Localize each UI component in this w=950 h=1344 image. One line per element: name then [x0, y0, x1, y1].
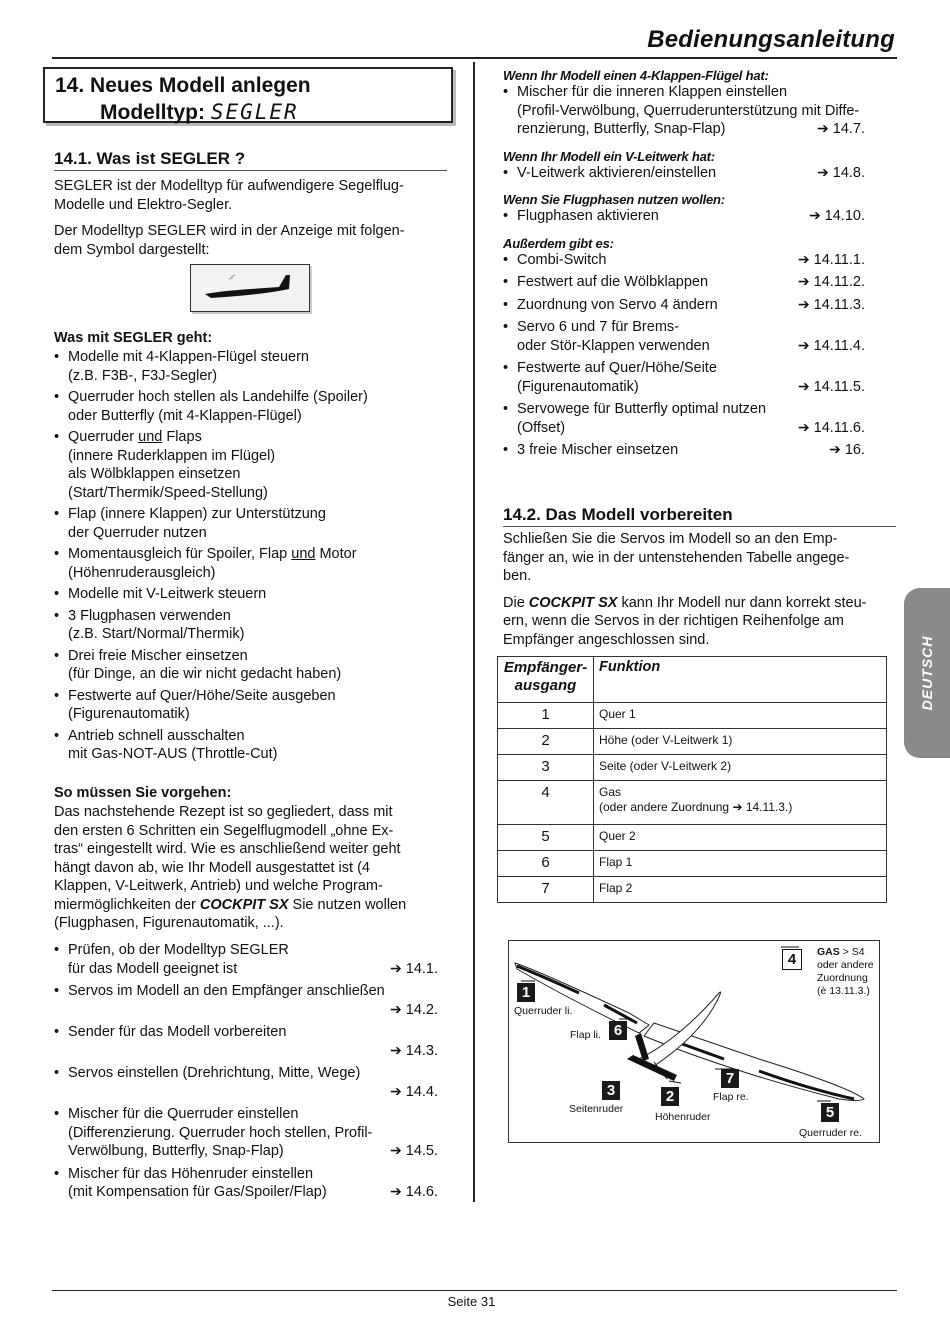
list-item-line: • Prüfen, ob der Modelltyp SEGLER — [68, 942, 289, 958]
function-cell — [594, 703, 887, 729]
gas-note — [817, 946, 874, 998]
text-line: Klappen, V-Leitwerk, Antrieb) und welche Program- — [54, 878, 383, 894]
list-item-line: • Servos im Modell an den Empfänger anschließen — [68, 983, 385, 999]
column-divider — [473, 62, 475, 1202]
underlined-word: und — [138, 429, 163, 445]
how-paragraph — [54, 803, 447, 933]
how-heading: So müssen Sie vorgehen: — [54, 785, 232, 801]
arrow-icon: ➔ — [808, 207, 821, 223]
reference-number: 14.11.2. — [813, 274, 865, 290]
servo-3-marker: 3 — [602, 1081, 620, 1100]
section-reference — [390, 1041, 438, 1061]
list-item-line: • Mischer für das Höhenruder einstellen — [68, 1165, 314, 1182]
list-item-line: • Momentausgleich für Spoiler, Flap und Motor — [68, 546, 357, 562]
function-text: Höhe (oder V-Leitwerk 1) — [599, 733, 733, 747]
gas-note-line: (è 13.11.3.) — [817, 985, 870, 997]
arrow-icon: ➔ — [817, 120, 829, 136]
list-item-line: • 3 Flugphasen verwenden — [68, 607, 231, 624]
text-line: hängt davon ab, wie Ihr Modell ausgestattet ist (4 — [54, 859, 370, 876]
list-item-line: • Modelle mit 4-Klappen-Flügel steuern — [68, 349, 309, 365]
arrow-icon: ➔ — [817, 163, 829, 180]
reference-number: 14.2. — [405, 1001, 438, 1018]
reference-number: 14.11.3.) — [742, 800, 793, 814]
section-reference — [390, 1141, 438, 1161]
text-span: miermöglichkeiten der — [54, 896, 200, 913]
section-reference — [390, 959, 438, 979]
list-item — [54, 941, 438, 978]
intro-line: dem Symbol dargestellt: — [54, 241, 210, 258]
function-cell — [594, 825, 887, 851]
list-item — [54, 388, 454, 425]
servo-7-label: Flap re. — [713, 1091, 749, 1103]
group-heading: Wenn Ihr Modell einen 4-Klappen-Flügel hat: — [503, 68, 769, 83]
list-item — [503, 318, 865, 355]
gas-note-line — [817, 946, 874, 959]
list-item — [503, 273, 865, 292]
section-reference — [798, 250, 865, 270]
list-item-line: • Querruder und Flaps — [68, 429, 202, 445]
list-item-line: der Querruder nutzen — [68, 524, 207, 541]
language-tab[interactable] — [904, 588, 950, 758]
table-row — [498, 877, 887, 903]
list-item — [503, 207, 865, 226]
function-text: Flap 2 — [599, 881, 633, 895]
reference-number: 14.3. — [405, 1042, 438, 1059]
list-item-line: (für Dinge, an die wir nicht gedacht haben) — [68, 666, 342, 682]
list-item-line: (Profil-Verwölbung, Querruderunterstützung mit Diffe- — [517, 102, 860, 119]
list-item — [54, 727, 454, 764]
output-number: 3 — [498, 755, 594, 781]
function-cell — [594, 851, 887, 877]
list-item — [503, 296, 865, 315]
gas-label: GAS — [817, 946, 840, 958]
servo-6-label: Flap li. — [570, 1029, 601, 1041]
reference-number: 14.1. — [405, 960, 438, 977]
section-reference — [798, 418, 865, 438]
table-row — [498, 825, 887, 851]
group-list — [503, 251, 865, 460]
glider-servo-diagram — [508, 940, 880, 1143]
section-14-1-intro — [54, 177, 454, 259]
text-line: fänger an, wie in der untenstehenden Tabelle angege- — [503, 549, 850, 566]
list-item-line: • Drei freie Mischer einsetzen — [68, 647, 248, 664]
table-row — [498, 781, 887, 825]
output-number: 1 — [498, 703, 594, 729]
group-heading: Außerdem gibt es: — [503, 235, 614, 251]
list-item-line: (mit Kompensation für Gas/Spoiler/Flap) — [68, 1184, 327, 1200]
intro-line: Der Modelltyp SEGLER wird in der Anzeige mit folgen- — [54, 223, 405, 239]
list-item — [503, 164, 865, 183]
list-item-line: • Flugphasen aktivieren — [517, 208, 659, 224]
model-type-lcd: SEGLER — [210, 100, 299, 124]
gas-note-line: Zuordnung — [817, 972, 868, 984]
list-item-line: (z.B. Start/Normal/Thermik) — [68, 626, 245, 642]
list-item — [54, 607, 454, 644]
reference-number: 14.4. — [405, 1083, 438, 1100]
header-line: Empfänger- — [503, 659, 588, 676]
list-item — [54, 505, 454, 542]
language-tab-label: DEUTSCH — [919, 635, 935, 711]
header-line: ausgang — [514, 677, 577, 694]
list-item-line: (innere Ruderklappen im Flügel) — [68, 447, 276, 464]
function-text: Quer 1 — [599, 707, 636, 721]
list-item — [503, 359, 865, 396]
list-item-line: • Modelle mit V-Leitwerk steuern — [68, 586, 267, 602]
text-line: (Flugphasen, Figurenautomatik, ...). — [54, 915, 284, 931]
reference-number: 14.11.6. — [813, 419, 865, 436]
text-line — [54, 896, 447, 915]
list-item — [54, 647, 454, 684]
function-cell — [594, 877, 887, 903]
function-note — [599, 800, 886, 815]
list-item-line: • 3 freie Mischer einsetzen — [517, 442, 679, 458]
list-item-line: mit Gas-NOT-AUS (Throttle-Cut) — [68, 746, 278, 762]
intro-line: Modelle und Elektro-Segler. — [54, 196, 233, 213]
section-14-2-text — [503, 530, 898, 649]
section-14-2-heading: 14.2. Das Modell vorbereiten — [503, 505, 733, 524]
function-text: Flap 1 — [599, 855, 633, 869]
list-item-line: • Festwerte auf Quer/Höhe/Seite ausgeben — [68, 687, 336, 704]
section-14-2-rule — [503, 526, 896, 527]
section-reference — [798, 336, 865, 356]
list-item-line: • Festwert auf die Wölbklappen — [517, 274, 709, 290]
table-header-function — [594, 657, 887, 703]
servo-3-label: Seitenruder — [569, 1103, 624, 1115]
group-list — [503, 164, 865, 183]
can-list — [54, 348, 454, 767]
list-item — [503, 400, 865, 437]
function-cell — [594, 729, 887, 755]
list-item-line: Verwölbung, Butterfly, Snap-Flap) — [68, 1143, 284, 1159]
chapter-subtitle — [55, 99, 451, 126]
reference-number: 14.8. — [832, 164, 865, 181]
arrow-icon: ➔ — [797, 250, 810, 267]
list-item-line: • Servos einstellen (Drehrichtung, Mitte, Wege) — [68, 1065, 361, 1081]
text-line: Schließen Sie die Servos im Modell so an den Emp- — [503, 531, 838, 547]
can-heading: Was mit SEGLER geht: — [54, 330, 213, 346]
arrow-icon: ➔ — [390, 1000, 402, 1017]
list-item-line: • Zuordnung von Servo 4 ändern — [517, 296, 718, 313]
group-list — [503, 207, 865, 226]
servo-4-marker: 4 — [782, 949, 802, 970]
arrow-icon: ➔ — [829, 441, 841, 457]
text-line: tras“ eingestellt wird. Wie es anschließend weiter geht — [54, 841, 401, 857]
footer-rule — [52, 1290, 897, 1291]
list-item — [54, 1064, 438, 1101]
group-heading: Wenn Sie Flugphasen nutzen wollen: — [503, 192, 725, 207]
reference-number: 14.7. — [832, 121, 865, 137]
reference-number: 14.6. — [405, 1184, 438, 1200]
list-item-line: • Combi-Switch — [517, 251, 607, 268]
list-item — [503, 441, 865, 460]
list-item-line: oder Butterfly (mit 4-Klappen-Flügel) — [68, 407, 302, 424]
brand-name-text: COCKPIT SX — [199, 896, 289, 913]
list-item — [54, 1165, 438, 1202]
section-reference — [798, 295, 865, 315]
function-text: Seite (oder V-Leitwerk 2) — [599, 759, 732, 773]
table-header-row — [498, 657, 887, 703]
list-item-line: (Start/Thermik/Speed-Stellung) — [68, 484, 268, 501]
servo-5-label: Querruder re. — [799, 1127, 863, 1139]
segler-symbol — [190, 264, 310, 312]
arrow-icon: ➔ — [390, 1142, 402, 1158]
list-item-line: • Flap (innere Klappen) zur Unterstützung — [68, 506, 326, 522]
chapter-title: 14. Neues Modell anlegen — [55, 74, 311, 97]
list-item-line: • Querruder hoch stellen als Landehilfe (Spoiler) — [68, 389, 368, 405]
section-reference — [798, 272, 865, 292]
reference-number: 16. — [844, 442, 865, 458]
list-item-line: • Antrieb schnell ausschalten — [68, 727, 245, 744]
servo-2-label: Höhenruder — [655, 1111, 711, 1123]
list-item-line: • Servowege für Butterfly optimal nutzen — [517, 401, 767, 417]
text-line: Empfänger angeschlossen sind. — [503, 631, 710, 648]
section-reference — [390, 1000, 438, 1020]
list-item-line — [68, 1042, 438, 1061]
list-item-line — [68, 1001, 438, 1020]
list-item — [54, 428, 454, 502]
arrow-icon: ➔ — [797, 336, 810, 353]
function-cell — [594, 755, 887, 781]
list-item-line: (Figurenautomatik) — [517, 378, 639, 395]
text-span: kann Ihr Modell nur dann korrekt steu- — [617, 594, 867, 611]
servo-7-marker: 7 — [721, 1069, 739, 1088]
table-row — [498, 851, 887, 877]
list-item-line — [68, 1083, 438, 1102]
section-14-1-rule — [54, 170, 447, 171]
section-reference — [809, 206, 865, 226]
list-item-line: • Festwerte auf Quer/Höhe/Seite — [517, 360, 717, 376]
brand-name: COCKPIT SX — [528, 594, 618, 611]
text-span: Die — [503, 594, 529, 611]
table-row — [498, 703, 887, 729]
header-text: Funktion — [599, 659, 661, 675]
receiver-assignment-table — [497, 656, 887, 903]
glider-icon — [191, 265, 309, 311]
table-row — [498, 755, 887, 781]
header-rule — [52, 57, 897, 59]
function-text: Gas — [599, 785, 622, 799]
list-item — [54, 1105, 438, 1161]
table-header-output — [498, 657, 594, 703]
text-line: Das nachstehende Rezept ist so gegliedert, dass mit — [54, 804, 393, 820]
text-line: ben. — [503, 568, 532, 584]
text-line: ern, wenn die Servos in der richtigen Reihenfolge am — [503, 613, 844, 629]
right-column — [503, 68, 865, 464]
list-item-line: als Wölbklappen einsetzen — [68, 466, 241, 482]
arrow-icon: ➔ — [797, 295, 810, 312]
chapter-title-box — [43, 67, 453, 123]
intro-line: SEGLER ist der Modelltyp für aufwendigere Segelflug- — [54, 178, 404, 194]
reference-number: 14.11.5. — [813, 378, 865, 395]
list-item-line: • V-Leitwerk aktivieren/einstellen — [517, 164, 717, 181]
output-number: 5 — [498, 825, 594, 851]
page-number: Seite 31 — [447, 1294, 496, 1309]
arrow-icon: ➔ — [732, 800, 743, 814]
manual-header-title: Bedienungsanleitung — [647, 26, 895, 53]
list-item-line: (Differenzierung. Querruder hoch stellen, Profil- — [68, 1124, 373, 1141]
reference-number: 14.11.3. — [813, 296, 865, 313]
output-number: 4 — [498, 781, 594, 825]
section-reference — [817, 119, 865, 139]
arrow-icon: ➔ — [390, 1041, 402, 1058]
text-span: Sie nutzen wollen — [288, 896, 407, 913]
group-heading: Wenn Ihr Modell ein V-Leitwerk hat: — [503, 148, 715, 164]
output-number: 6 — [498, 851, 594, 877]
list-item — [503, 251, 865, 270]
arrow-icon: ➔ — [390, 1082, 402, 1099]
list-item-line: oder Stör-Klappen verwenden — [517, 337, 710, 354]
gas-note-line: oder andere — [817, 959, 874, 971]
arrow-icon: ➔ — [797, 377, 810, 394]
gas-assign: > S4 — [839, 946, 865, 958]
model-type-label: Modelltyp: — [100, 101, 211, 124]
list-item-line: (Höhenruderausgleich) — [68, 564, 216, 581]
list-item — [54, 982, 438, 1019]
servo-6-marker: 6 — [609, 1021, 627, 1040]
reference-number: 14.11.4. — [813, 337, 865, 354]
list-item-line: • Sender für das Modell vorbereiten — [68, 1024, 287, 1040]
output-number: 7 — [498, 877, 594, 903]
brand-name — [200, 897, 289, 913]
list-item-line: für das Modell geeignet ist — [68, 960, 238, 977]
list-item-line: (Figurenautomatik) — [68, 706, 190, 722]
arrow-icon: ➔ — [797, 273, 810, 289]
arrow-icon: ➔ — [390, 959, 402, 976]
step-list — [54, 941, 438, 1206]
underlined-word: und — [291, 546, 316, 562]
section-reference — [798, 377, 865, 397]
output-number: 2 — [498, 729, 594, 755]
servo-1-label: Querruder li. — [514, 1005, 573, 1017]
list-item-line: • Mischer für die inneren Klappen einstellen — [517, 84, 788, 100]
section-reference — [817, 163, 865, 183]
table-row — [498, 729, 887, 755]
servo-5-marker: 5 — [821, 1103, 839, 1122]
arrow-icon: ➔ — [797, 418, 810, 435]
list-item-line: (z.B. F3B-, F3J-Segler) — [68, 367, 218, 384]
list-item-line: (Offset) — [517, 419, 566, 436]
function-text: Quer 2 — [599, 829, 636, 843]
servo-2-marker: 2 — [661, 1087, 679, 1106]
section-14-1-heading: 14.1. Was ist SEGLER ? — [54, 149, 246, 168]
list-item-line: • Servo 6 und 7 für Brems- — [517, 319, 679, 335]
list-item — [54, 687, 454, 724]
list-item — [54, 545, 454, 582]
section-reference — [829, 440, 865, 460]
arrow-icon: ➔ — [390, 1183, 402, 1199]
list-item — [54, 585, 454, 604]
list-item-line: renzierung, Butterfly, Snap-Flap) — [517, 121, 726, 137]
servo-1-marker: 1 — [517, 983, 535, 1002]
text-line — [503, 594, 898, 613]
list-item — [54, 1023, 438, 1060]
group-list — [503, 83, 865, 139]
section-reference — [390, 1182, 438, 1202]
list-item-line: • Mischer für die Querruder einstellen — [68, 1106, 299, 1122]
function-note-text: (oder andere Zuordnung — [599, 800, 733, 814]
reference-number: 14.11.1. — [813, 251, 865, 268]
function-cell — [594, 781, 887, 825]
list-item — [54, 348, 454, 385]
list-item — [503, 83, 865, 139]
text-line: den ersten 6 Schritten ein Segelflugmodell „ohne Ex- — [54, 822, 394, 839]
reference-number: 14.5. — [405, 1143, 438, 1159]
reference-number: 14.10. — [824, 208, 865, 224]
section-reference — [390, 1082, 438, 1102]
